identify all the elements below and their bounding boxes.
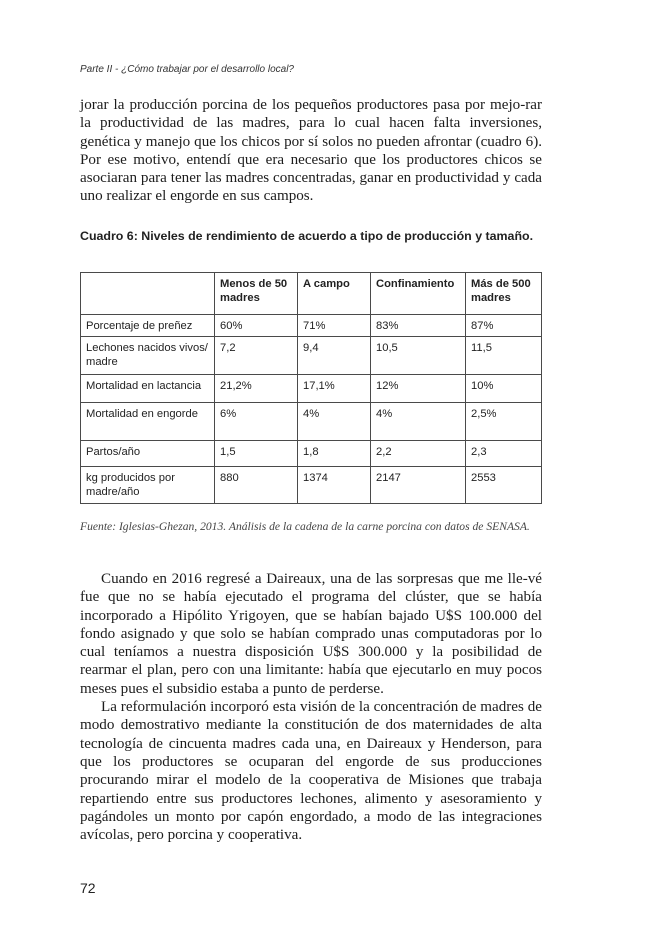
table-cell: 2,5% (466, 403, 542, 441)
table-cell: 2,2 (371, 441, 466, 467)
table-cell: 87% (466, 315, 542, 337)
table-header-row (81, 273, 542, 315)
table-cell: 17,1% (298, 375, 371, 403)
row-label: kg producidos por madre/año (81, 467, 215, 504)
header-cell-a-campo: A campo (298, 273, 371, 315)
header-cell-empty (81, 273, 215, 315)
table-cell: 21,2% (215, 375, 298, 403)
table-caption: Cuadro 6: Niveles de rendimiento de acuerdo a tipo de producción y tamaño. (80, 229, 534, 243)
table-source-note: Fuente: Iglesias-Ghezan, 2013. Análisis de la cadena de la carne porcina con datos de SENASA. (80, 520, 530, 533)
table-cell: 7,2 (215, 337, 298, 375)
table-row (81, 337, 542, 375)
running-head: Parte II - ¿Cómo trabajar por el desarrollo local? (80, 64, 294, 75)
header-cell-confinamiento: Confinamiento (371, 273, 466, 315)
table-cell: 1374 (298, 467, 371, 504)
table-cell: 83% (371, 315, 466, 337)
paragraph-text: Cuando en 2016 regresé a Daireaux, una de las sorpresas que me lle-vé fue que no se había ejecutado el programa del clúster, que se había incorporado a Hipólito Yrigoyen, que se habían bajado U$S 100.000 del fondo asignado y que solo se habían comprado unas computadoras por lo cual teníamos a nuestra disposición U$S 300.000 y la posibilidad de rearmar el plan, pero con una limitante: había que ejecutarlo en muy pocos meses pues el subsidio estaba a punto de perderse. (80, 571, 542, 697)
paragraph-text: jorar la producción porcina de los pequeños productores pasa por mejo-rar la productividad de las madres, para lo cual hacen falta inversiones, genética y manejo que los chicos por sí solos no pueden afrontar (cuadro 6). Por ese motivo, entendí que era necesario que los productores chicos se asociaran para tener las madres concentradas, ganar en productividad y cada uno realizar el engorde en sus campos. (80, 97, 542, 205)
table-cell: 1,8 (298, 441, 371, 467)
row-label: Mortalidad en lactancia (81, 375, 215, 403)
table-row (81, 375, 542, 403)
table-cell: 2147 (371, 467, 466, 504)
table-cell: 10% (466, 375, 542, 403)
table-cell: 4% (298, 403, 371, 441)
row-label: Mortalidad en engorde (81, 403, 215, 441)
table-cell: 10,5 (371, 337, 466, 375)
row-label: Lechones nacidos vivos/ madre (81, 337, 215, 375)
table-cell: 2,3 (466, 441, 542, 467)
table-cell: 2553 (466, 467, 542, 504)
table-cell: 9,4 (298, 337, 371, 375)
table-row (81, 441, 542, 467)
table-cell: 60% (215, 315, 298, 337)
row-label: Porcentaje de preñez (81, 315, 215, 337)
table-cell: 4% (371, 403, 466, 441)
table-row (81, 315, 542, 337)
table-cell: 71% (298, 315, 371, 337)
table-cell: 1,5 (215, 441, 298, 467)
table-cell: 880 (215, 467, 298, 504)
table-cell: 12% (371, 375, 466, 403)
paragraph-top (80, 96, 542, 206)
header-cell-mas-500: Más de 500 madres (466, 273, 542, 315)
table-row (81, 467, 542, 504)
body-text-bottom (80, 570, 542, 844)
table-row (81, 403, 542, 441)
table-cell: 6% (215, 403, 298, 441)
header-cell-menos-50: Menos de 50 madres (215, 273, 298, 315)
table-cell: 11,5 (466, 337, 542, 375)
performance-table (80, 272, 542, 504)
row-label: Partos/año (81, 441, 215, 467)
page-number: 72 (80, 880, 96, 896)
paragraph-text: La reformulación incorporó esta visión de la concentración de madres de modo demostrativo mediante la constitución de dos maternidades de alta tecnología de cincuenta madres cada una, en Daireaux y Henderson, para que los productores se ocuparan del engorde de sus producciones procurando mirar el modelo de la cooperativa de Misiones que trabaja repartiendo entre sus productores lechones, alimento y asesoramiento y pagándoles un monto por capón engordado, a modo de las integraciones avícolas, pero porcina y cooperativa. (80, 699, 542, 844)
